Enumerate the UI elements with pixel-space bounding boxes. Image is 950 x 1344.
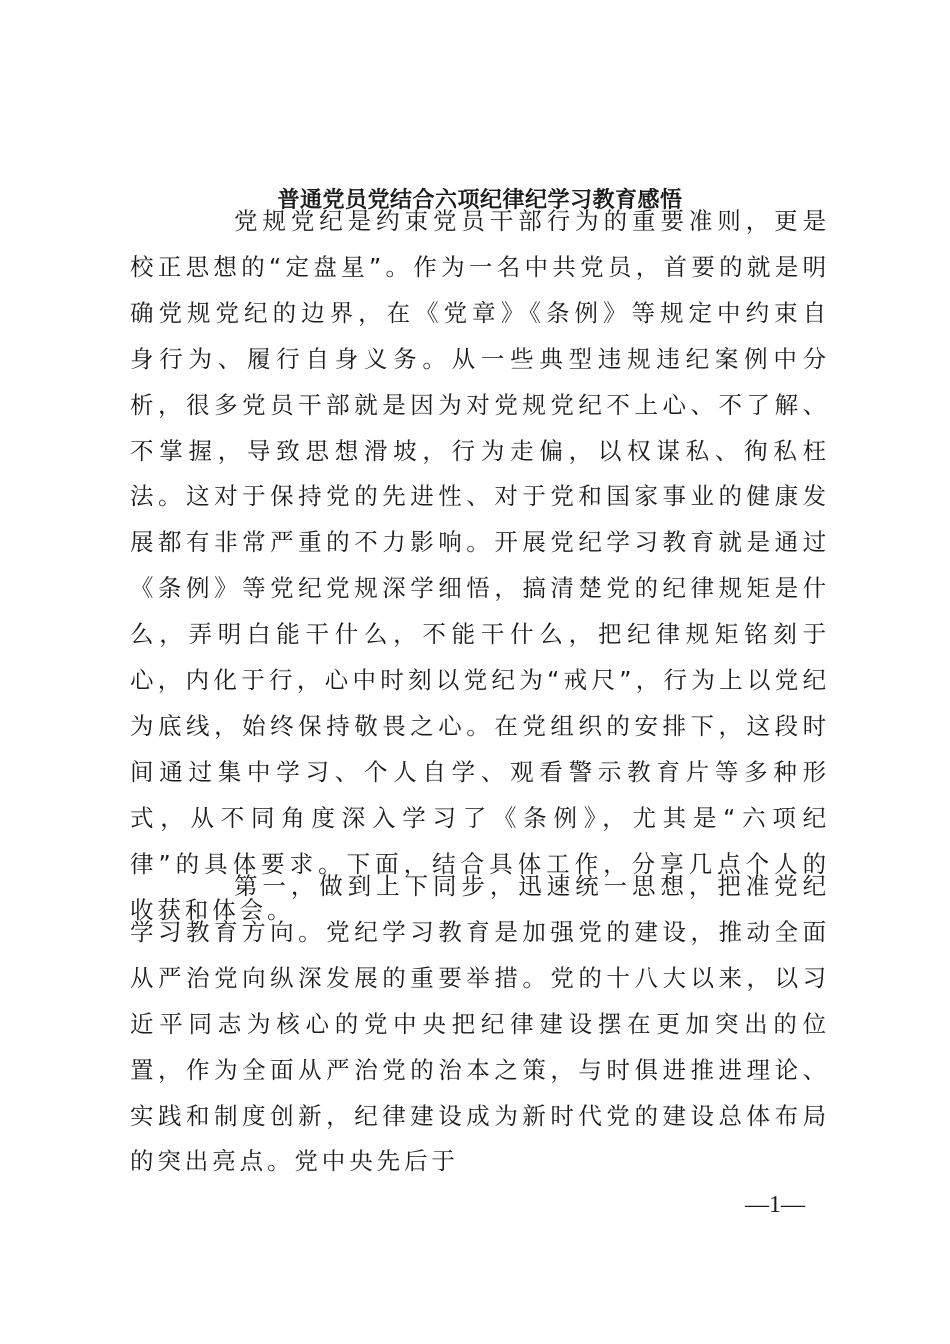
body-paragraph-1: 党规党纪是约束党员干部行为的重要准则，更是校正思想的“定盘星”。作为一名中共党员，首要的就是明确党规党纪的边界，在《党章》《条例》等规定中约束自身行为、履行自身义务。从一些典型违规违纪案例中分析，很多党员干部就是因为对党规党纪不上心、不了解、不掌握，导致思想滑坡，行为走偏，以权谋私、徇私枉法。这对于保持党的先进性、对于党和国家事业的健康发展都有非常严重的不力影响。开展党纪学习教育就是通过《条例》等党纪党规深学细悟，搞清楚党的纪律规矩是什么，弄明白能干什么，不能干什么，把纪律规矩铭刻于心，内化于行，心中时刻以党纪为“戒尺”，行为上以党纪为底线，始终保持敬畏之心。在党组织的安排下，这段时间通过集中学习、个人自学、观看警示教育片等多种形式，从不同角度深入学习了《条例》，尤其是“六项纪律”的具体要求。下面，结合具体工作，分享几点个人的收获和体会。 (130, 207, 830, 924)
document-title: 普通党员党结合六项纪律纪学习教育感悟 (277, 187, 683, 213)
page-number: —1— (745, 1192, 805, 1218)
body-paragraph-2: 第一，做到上下同步，迅速统一思想，把准党纪学习教育方向。党纪学习教育是加强党的建设，推动全面从严治党向纵深发展的重要举措。党的十八大以来，以习近平同志为核心的党中央把纪律建设摆在更加突出的位置，作为全面从严治党的治本之策，与时俱进推进理论、实践和制度创新，纪律建设成为新时代党的建设总体布局的突出亮点。党中央先后于 (130, 872, 830, 1176)
